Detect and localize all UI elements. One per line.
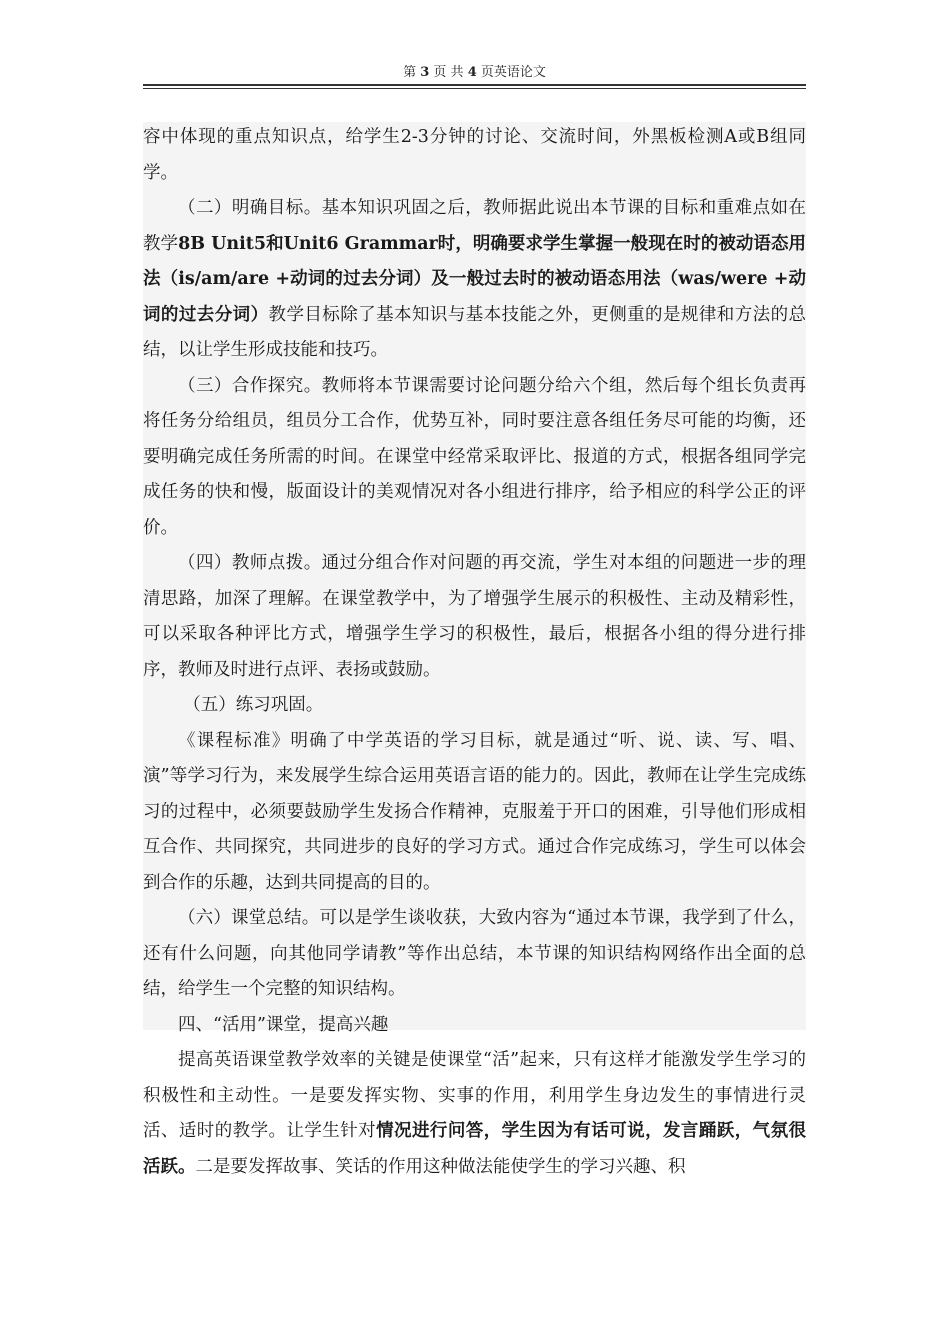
header-rule-thick bbox=[143, 84, 806, 86]
paragraph-guidance: （四）教师点拨。通过分组合作对问题的再交流，学生对本组的问题进一步的理清思路，加深了理解。在课堂教学中，为了增强学生展示的积极性、主动及精彩性，可以采取各种评比方式，增强学生学习的积极性，最后，根据各小组的得分进行排序，教师及时进行点评、表扬或鼓励。 bbox=[143, 553, 806, 680]
paragraph-goals bbox=[143, 191, 806, 369]
paragraph-goals-grammar: 8B Unit5和Unit6 Grammar时，明确要求学生掌握一般现在时的被动语态用法（is/am/are +动词的过去分词）及一般过去时的被动语态用法（was/were +动词的过去分词） bbox=[143, 233, 806, 325]
section-heading-four: 四、“活用”课堂，提高兴趣 bbox=[178, 1014, 389, 1035]
paragraph-active-class-intro: 提高英语课堂教学效率的关键是使课堂“活”起来，只有这样才能激发学生学习的积极性和主动性。一是要发挥实物、实事的作用，利用学生身边发生的事情进行灵活、适时的教学。让学生针对 bbox=[143, 1050, 806, 1141]
paragraph-goals-end: 教学目标除了基本知识与基本技能之外，更侧重的是规律和方法的总结，以让学生形成技能和技巧。 bbox=[143, 304, 806, 360]
paragraph-active-class-bold: 情况进行问答，学生因为有话可说，发言踊跃，气氛很活跃。 bbox=[143, 1121, 807, 1177]
header-rule-thin bbox=[143, 88, 806, 89]
paragraph-cooperation: （三）合作探究。教师将本节课需要讨论问题分给六个组，然后每个组长负责再将任务分给组员，组员分工合作，优势互补，同时要注意各组任务尽可能的均衡，还要明确完成任务所需的时间。在课堂中经常采取评比、报道的方式，根据各组同学完成任务的快和慢，版面设计的美观情况对各小组进行排序，给予相应的科学公正的评价。 bbox=[143, 375, 806, 538]
header-page-number: 3 bbox=[420, 65, 430, 80]
header-text-3: 页英语论文 bbox=[480, 65, 546, 80]
paragraph-goals-intro: （二）明确目标。基本知识巩固之后，教师据此说出本节课的目标和重难点如在教学 bbox=[143, 198, 806, 254]
paragraph-practice-heading: （五）练习巩固。 bbox=[183, 695, 324, 715]
paragraph-continuation: 容中体现的重点知识点，给学生2-3分钟的讨论、交流时间，外黑板检测A或B组同学。 bbox=[143, 127, 806, 183]
paragraph-active-class-end: 二是要发挥故事、笑话的作用这种做法能使学生的学习兴趣、积 bbox=[195, 1156, 686, 1177]
page-header bbox=[143, 64, 806, 82]
document-body bbox=[143, 120, 806, 1185]
header-total-pages: 4 bbox=[467, 65, 477, 80]
paragraph-summary: （六）课堂总结。可以是学生谈收获，大致内容为“通过本节课，我学到了什么，还有什么问题，向其他同学请教”等作出总结，本节课的知识结构网络作出全面的总结，给学生一个完整的知识结构。 bbox=[143, 908, 806, 999]
header-text-1: 第 bbox=[403, 65, 417, 80]
paragraph-active-class bbox=[143, 1043, 806, 1185]
paragraph-curriculum: 《课程标准》明确了中学英语的学习目标，就是通过“听、说、读、写、唱、演”等学习行为，来发展学生综合运用英语言语的能力的。因此，教师在让学生完成练习的过程中，必须要鼓励学生发扬合作精神，克服羞于开口的困难，引导他们形成相互合作、共同探究，共同进步的良好的学习方式。通过合作完成练习，学生可以体会到合作的乐趣，达到共同提高的目的。 bbox=[143, 730, 806, 893]
header-text-2: 页 共 bbox=[433, 65, 464, 80]
